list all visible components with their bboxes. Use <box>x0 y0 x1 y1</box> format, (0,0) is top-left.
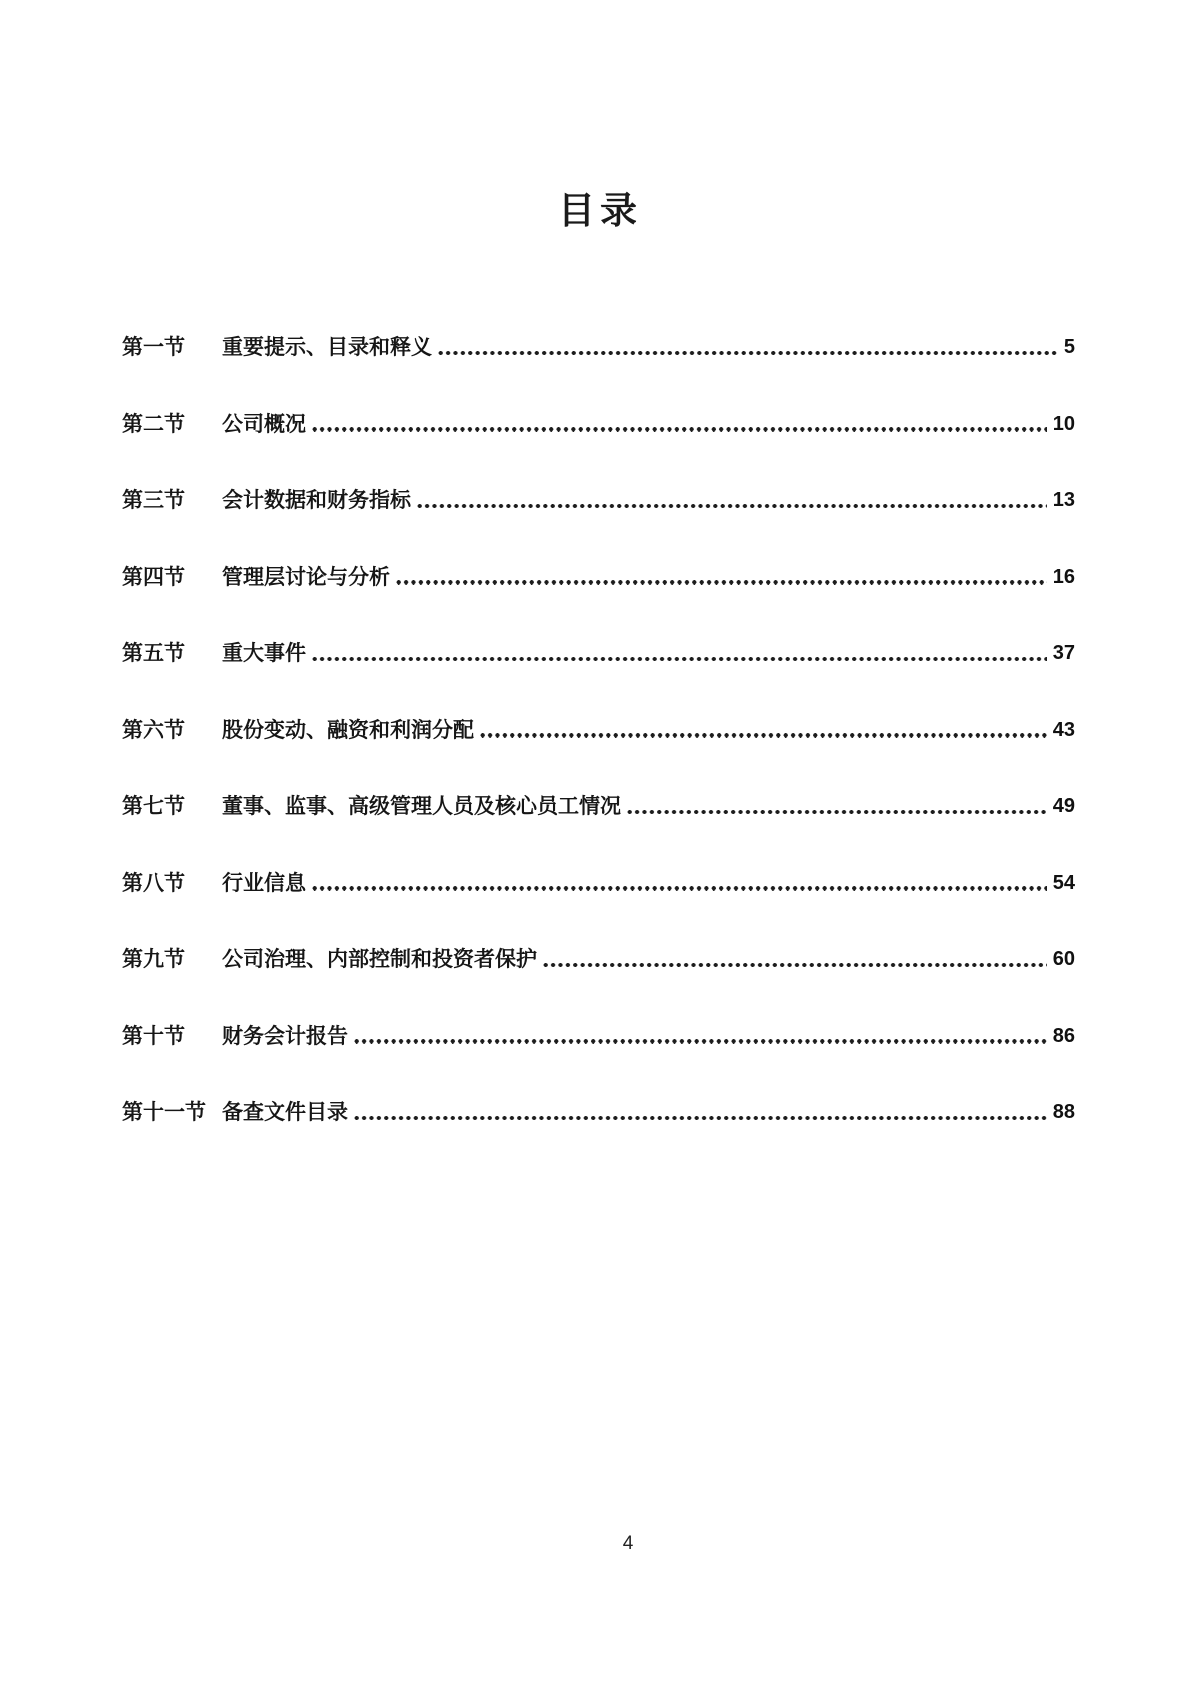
toc-list <box>122 334 1075 1176</box>
toc-entry-title: 公司治理、内部控制和投资者保护 <box>222 947 537 971</box>
toc-row <box>122 334 1075 361</box>
toc-section-label: 第九节 <box>122 947 185 971</box>
toc-entry-title: 会计数据和财务指标 <box>222 488 411 512</box>
toc-row <box>122 870 1075 897</box>
toc-row <box>122 640 1075 667</box>
toc-row <box>122 717 1075 744</box>
toc-row <box>122 411 1075 438</box>
footer-page-number: 4 <box>622 1533 634 1554</box>
toc-row <box>122 487 1075 514</box>
toc-row <box>122 1099 1075 1126</box>
toc-section-label: 第四节 <box>122 564 185 589</box>
toc-section-label: 第十节 <box>122 1023 185 1048</box>
toc-entry-title: 备查文件目录 <box>222 1100 348 1124</box>
toc-entry-title: 行业信息 <box>222 870 306 895</box>
toc-entry-title: 管理层讨论与分析 <box>222 564 390 589</box>
toc-entry-title: 公司概况 <box>222 411 306 436</box>
toc-section-label: 第二节 <box>122 411 185 436</box>
toc-page-number: 49 <box>1052 795 1075 817</box>
toc-page-number: 5 <box>1063 336 1075 358</box>
toc-page-number: 10 <box>1052 412 1075 435</box>
dot-leader <box>542 963 1047 967</box>
toc-row <box>122 946 1075 973</box>
toc-page-number: 13 <box>1052 489 1075 511</box>
toc-entry-title: 董事、监事、高级管理人员及核心员工情况 <box>222 794 621 818</box>
toc-page-number: 37 <box>1052 642 1075 664</box>
dot-leader <box>311 427 1047 431</box>
toc-row <box>122 793 1075 820</box>
toc-section-label: 第八节 <box>122 870 185 895</box>
toc-row <box>122 1023 1075 1050</box>
dot-leader <box>395 580 1047 584</box>
toc-page-number: 86 <box>1052 1024 1075 1047</box>
dot-leader <box>626 810 1047 814</box>
toc-page-number: 16 <box>1052 565 1075 588</box>
dot-leader <box>311 657 1047 661</box>
toc-entry-title: 股份变动、融资和利润分配 <box>222 717 474 742</box>
toc-page-number: 60 <box>1052 948 1075 970</box>
dot-leader <box>353 1116 1047 1120</box>
dot-leader <box>437 351 1058 355</box>
toc-entry-title: 财务会计报告 <box>222 1023 348 1048</box>
dot-leader <box>353 1039 1047 1043</box>
document-title: 目录 <box>558 191 642 232</box>
toc-section-label: 第七节 <box>122 794 185 818</box>
toc-entry-title: 重要提示、目录和释义 <box>222 335 432 359</box>
dot-leader <box>311 886 1047 890</box>
toc-page-number: 54 <box>1052 871 1075 894</box>
toc-section-label: 第三节 <box>122 488 185 512</box>
dot-leader <box>479 733 1047 737</box>
toc-section-label: 第一节 <box>122 335 185 359</box>
toc-section-label: 第五节 <box>122 641 185 665</box>
toc-entry-title: 重大事件 <box>222 641 306 665</box>
toc-page-number: 88 <box>1052 1101 1075 1123</box>
toc-section-label: 第十一节 <box>122 1100 206 1124</box>
toc-page-number: 43 <box>1052 718 1075 741</box>
toc-section-label: 第六节 <box>122 717 185 742</box>
toc-row <box>122 564 1075 591</box>
dot-leader <box>416 504 1047 508</box>
